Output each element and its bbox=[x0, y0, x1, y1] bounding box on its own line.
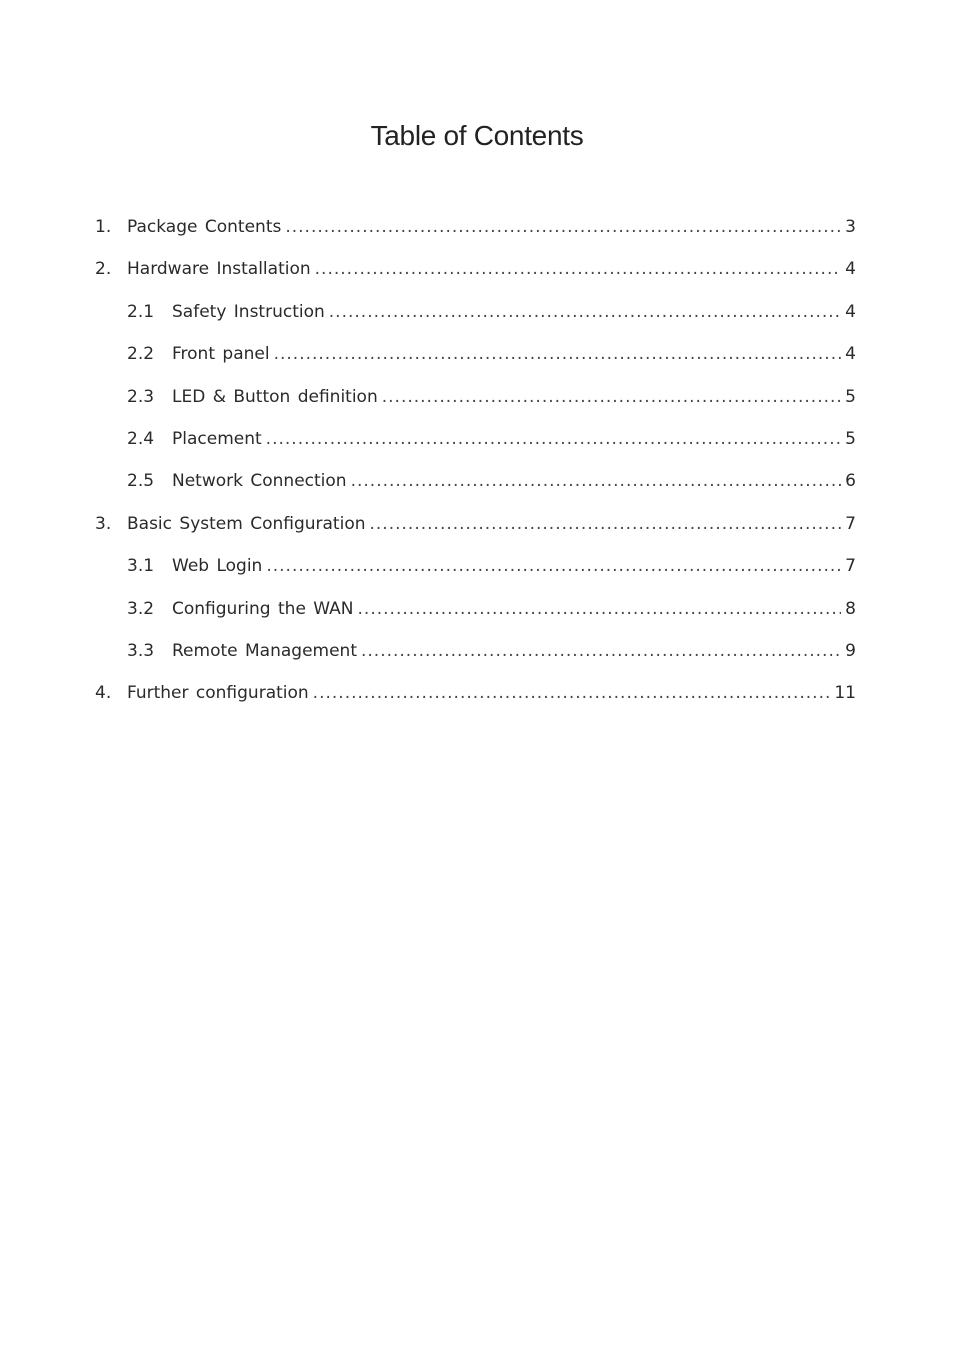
toc-entry-page: 11 bbox=[834, 683, 856, 704]
toc-entry-page: 4 bbox=[845, 301, 856, 322]
toc-entry-number: 2.5 bbox=[127, 471, 155, 492]
toc-entry[interactable] bbox=[95, 291, 856, 333]
toc-entry-number: 3.3 bbox=[127, 640, 155, 661]
toc-entry-page: 8 bbox=[845, 598, 856, 619]
toc-entry-page: 5 bbox=[845, 428, 856, 449]
toc-entry-number: 1. bbox=[95, 217, 112, 237]
toc-entry[interactable] bbox=[95, 376, 856, 418]
toc-entry-page: 9 bbox=[845, 640, 856, 661]
toc-entry[interactable] bbox=[95, 418, 856, 460]
toc-entry-title: LED & Button definition bbox=[172, 386, 378, 407]
toc-entry-title: Safety Instruction bbox=[172, 301, 325, 322]
toc-entry[interactable] bbox=[95, 672, 856, 714]
toc-entry-number: 2.4 bbox=[127, 428, 155, 449]
toc-entry-title: Network Connection bbox=[172, 471, 347, 492]
toc-entry[interactable] bbox=[95, 503, 856, 545]
toc-entry-page: 6 bbox=[845, 471, 856, 492]
toc-entry-number: 3. bbox=[95, 513, 112, 534]
toc-entry-page: 4 bbox=[845, 344, 856, 365]
toc-entry-title: Configuring the WAN bbox=[172, 598, 354, 619]
toc-entry-number: 2.1 bbox=[127, 301, 155, 322]
toc-entry-page: 5 bbox=[845, 386, 856, 407]
toc-entry[interactable] bbox=[95, 460, 856, 502]
dot-leader bbox=[274, 333, 842, 375]
dot-leader bbox=[266, 545, 841, 587]
dot-leader bbox=[361, 630, 841, 672]
dot-leader bbox=[266, 418, 842, 460]
toc-entry-title: Further configuration bbox=[127, 683, 309, 704]
toc-entry-number: 4. bbox=[95, 683, 112, 704]
toc-entry[interactable] bbox=[95, 545, 856, 587]
toc-entry-title: Package Contents bbox=[127, 217, 282, 237]
toc-entry-title: Web Login bbox=[172, 556, 263, 577]
toc-entry-number: 2.2 bbox=[127, 344, 155, 365]
toc-entry-number: 3.2 bbox=[127, 598, 155, 619]
toc-entry[interactable] bbox=[95, 206, 856, 248]
toc-entry[interactable] bbox=[95, 248, 856, 290]
toc-entry-number: 2.3 bbox=[127, 386, 155, 407]
toc-entry-number: 3.1 bbox=[127, 556, 155, 577]
toc-entry-title: Placement bbox=[172, 428, 262, 449]
toc-entry-page: 3 bbox=[845, 217, 856, 237]
dot-leader bbox=[370, 503, 842, 545]
dot-leader bbox=[315, 248, 842, 290]
dot-leader bbox=[351, 460, 842, 502]
toc-entry-page: 7 bbox=[845, 513, 856, 534]
toc-list bbox=[95, 206, 856, 715]
dot-leader bbox=[358, 588, 842, 630]
toc-entry-page: 4 bbox=[845, 259, 856, 280]
toc-entry-title: Front panel bbox=[172, 344, 270, 365]
dot-leader bbox=[382, 376, 841, 418]
page-title: Table of Contents bbox=[370, 120, 584, 151]
toc-entry[interactable] bbox=[95, 588, 856, 630]
toc-entry-title: Remote Management bbox=[172, 640, 357, 661]
toc-entry-page: 7 bbox=[845, 556, 856, 577]
dot-leader bbox=[329, 291, 841, 333]
toc-entry[interactable] bbox=[95, 630, 856, 672]
toc-entry-number: 2. bbox=[95, 259, 112, 280]
toc-entry-title: Basic System Configuration bbox=[127, 513, 366, 534]
toc-entry[interactable] bbox=[95, 333, 856, 375]
toc-entry-title: Hardware Installation bbox=[127, 259, 311, 280]
dot-leader bbox=[313, 672, 831, 714]
dot-leader bbox=[285, 206, 841, 248]
